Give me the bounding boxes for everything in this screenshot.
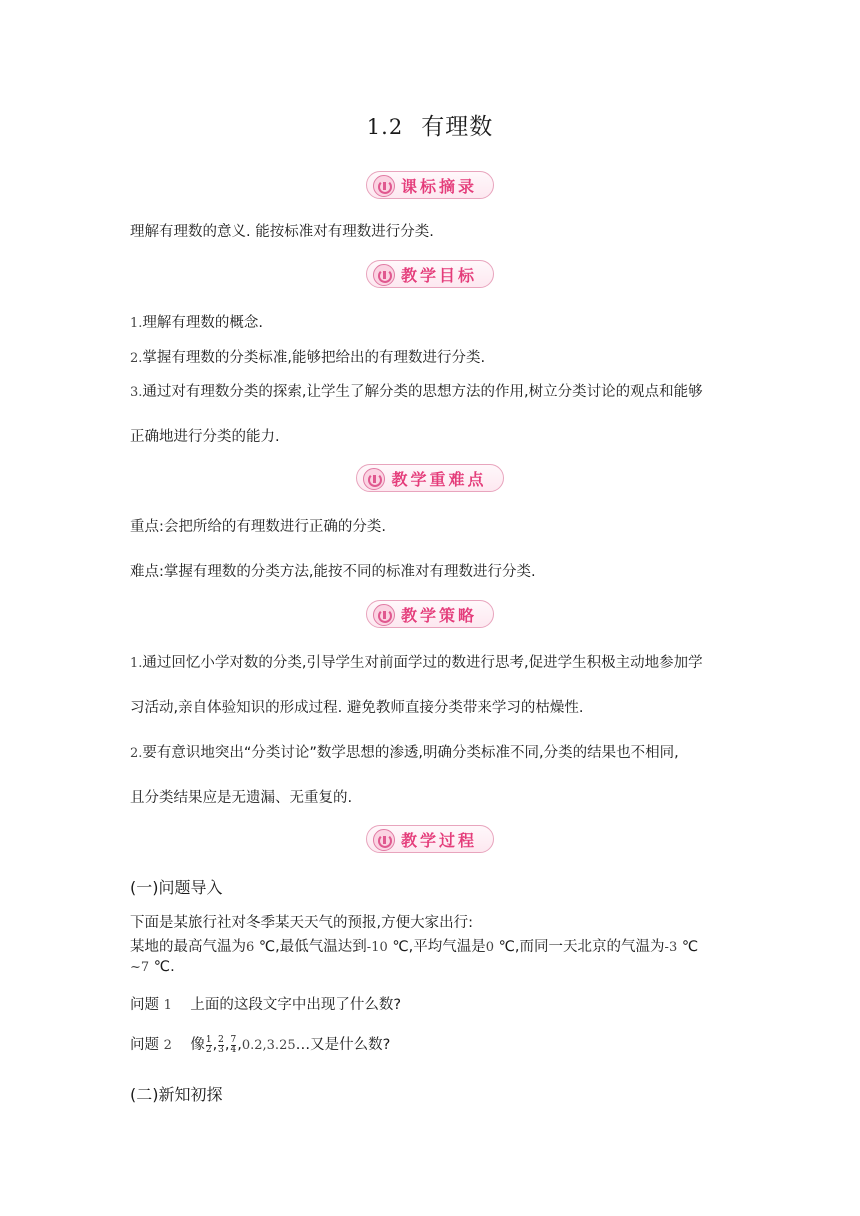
section-intro-heading: (一)问题导入 [130,878,223,897]
fraction: $\frac{7}{4}$ [230,1034,237,1055]
strategy-1-cont: 习活动,亲自体验知识的形成过程. 避免教师直接分类带来学习的枯燥性. [130,700,584,716]
book-badge-icon [373,829,395,851]
fraction: $\frac{1}{2}$ [205,1034,212,1055]
header-keypoints: 教学重难点 [0,464,860,492]
header-goals: 教学目标 [0,260,860,288]
fraction: $\frac{2}{3}$ [218,1034,224,1055]
section-new-knowledge-heading: (二)新知初探 [130,1085,223,1104]
section-number: 1.2 [366,115,404,139]
strategy-2-cont: 且分类结果应是无遗漏、无重复的. [130,790,353,806]
goal-3-cont: 正确地进行分类的能力. [130,429,280,445]
section-title: 有理数 [421,114,494,140]
book-badge-icon [373,175,395,197]
strategy-2: 2.要有意识地突出“分类讨论”数学思想的渗透,明确分类标准不同,分类的结果也不相同, [130,745,679,761]
keypoint: 重点:会把所给的有理数进行正确的分类. [130,519,386,535]
book-badge-icon [373,604,395,626]
goal-3: 3.通过对有理数分类的探索,让学生了解分类的思想方法的作用,树立分类讨论的观点和能够 [130,384,703,400]
weather-line: 某地的最高气温为6 ℃,最低气温达到-10 ℃,平均气温是0 ℃,而同一天北京的气温为-3 ℃ [130,939,699,955]
book-badge-icon [373,264,395,286]
goal-2: 2.掌握有理数的分类标准,能够把给出的有理数进行分类. [130,350,486,366]
header-curriculum: 课标摘录 [0,171,860,199]
book-badge-icon [363,468,385,490]
page-title [0,108,860,141]
weather-line-cont: ~7 ℃. [130,959,175,975]
header-strategy: 教学策略 [0,600,860,628]
strategy-1: 1.通过回忆小学对数的分类,引导学生对前面学过的数进行思考,促进学生积极主动地参加学 [130,655,703,671]
goal-1: 1.理解有理数的概念. [130,315,264,331]
header-process: 教学过程 [0,825,860,853]
difficulty: 难点:掌握有理数的分类方法,能按不同的标准对有理数进行分类. [130,564,536,580]
question-2: 问题 2 像 $\frac{1}{2}$ , $\frac{2}{3}$ , $\frac{7}{4}$ ,0.2,3.25…又是什么数? [130,1034,391,1055]
intro-text: 下面是某旅行社对冬季某天天气的预报,方便大家出行: [130,915,473,931]
question-1: 问题 1 上面的这段文字中出现了什么数? [130,997,402,1013]
curriculum-text: 理解有理数的意义. 能按标准对有理数进行分类. [130,224,434,240]
